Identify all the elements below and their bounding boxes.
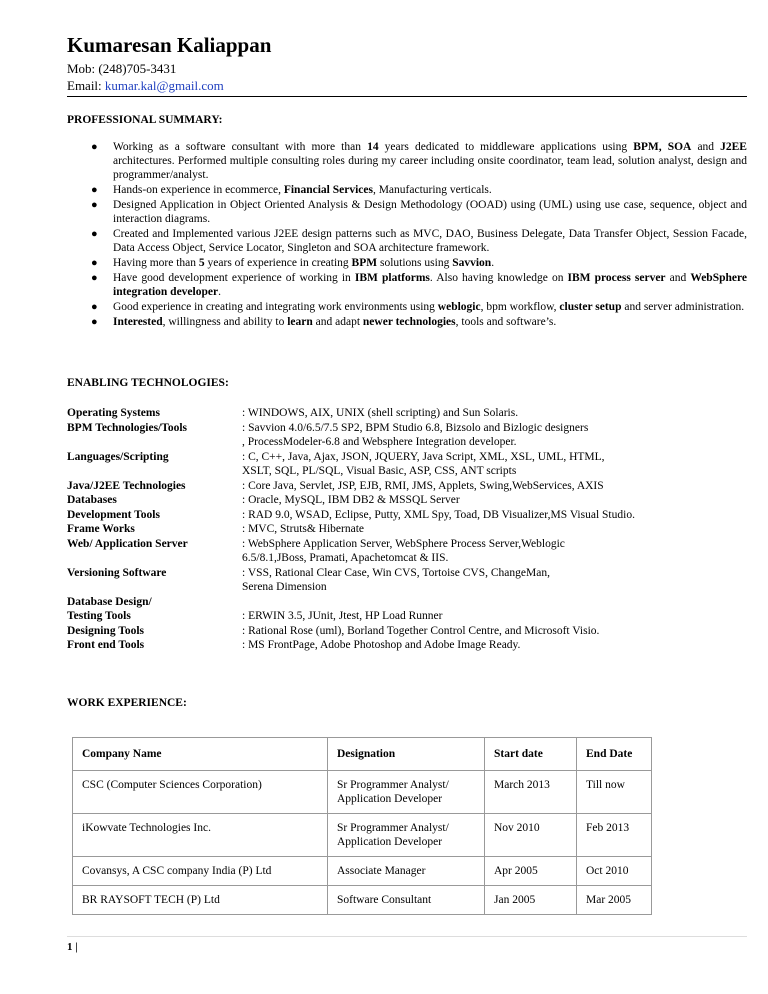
- bullet-icon: ●: [91, 316, 98, 328]
- summary-bullet: [67, 183, 747, 197]
- technology-label: Java/J2EE Technologies: [67, 479, 186, 492]
- bold-text: J2EE: [720, 141, 747, 153]
- bullet-text: years of experience in creating: [204, 257, 352, 269]
- technology-row: [67, 508, 747, 523]
- mobile-label: Mob:: [67, 61, 99, 76]
- bullet-text: and adapt: [312, 316, 363, 328]
- end-date-cell: Till now: [577, 771, 652, 814]
- summary-bullet: [67, 140, 747, 182]
- technology-value: : Oracle, MySQL, IBM DB2 & MSSQL Server: [242, 494, 460, 506]
- technology-label: Languages/Scripting: [67, 450, 169, 463]
- designation-cell: Sr Programmer Analyst/ Application Developer: [328, 771, 485, 814]
- email-line: [67, 78, 224, 94]
- start-date-cell: Apr 2005: [485, 857, 577, 886]
- bullet-icon: ●: [91, 228, 98, 240]
- bullet-text: Hands-on experience in ecommerce,: [113, 184, 284, 196]
- company-cell: iKowvate Technologies Inc.: [73, 814, 328, 857]
- work-experience-table: [72, 737, 652, 915]
- technology-row: [67, 406, 747, 421]
- bold-text: 5: [198, 257, 205, 269]
- bullet-text: and: [691, 141, 721, 153]
- technology-value: : RAD 9.0, WSAD, Eclipse, Putty, XML Spy, Toad, DB Visualizer,MS Visual Studio.: [242, 508, 635, 521]
- summary-bullet: [67, 256, 747, 270]
- start-date-cell: March 2013: [485, 771, 577, 814]
- technology-label: Front end Tools: [67, 639, 145, 651]
- bullet-text: . Also having knowledge on: [429, 272, 568, 284]
- bullet-text: , bpm workflow,: [480, 301, 560, 313]
- technology-value: : C, C++, Java, Ajax, JSON, JQUERY, Java Script, XML, XSL, UML, HTML, XSLT, SQL, PL/SQL, Visual Basic, ASP, CSS, ANT scripts: [242, 450, 605, 477]
- page-number: 1 |: [67, 941, 78, 953]
- company-cell: Covansys, A CSC company India (P) Ltd: [73, 857, 328, 886]
- table-row: [73, 814, 652, 857]
- company-cell: CSC (Computer Sciences Corporation): [73, 771, 328, 814]
- bold-text: IBM process server: [567, 272, 666, 284]
- bold-text: cluster setup: [559, 301, 622, 313]
- bullet-icon: ●: [91, 184, 98, 196]
- bullet-text: solutions using: [377, 257, 453, 269]
- bold-text: 14: [367, 141, 379, 153]
- technology-value: : VSS, Rational Clear Case, Win CVS, Tortoise CVS, ChangeMan, Serena Dimension: [242, 566, 550, 593]
- bullet-text: years dedicated to middleware applications using: [378, 141, 634, 153]
- bold-text: Financial Services: [283, 184, 373, 196]
- technologies-heading: ENABLING TECHNOLOGIES:: [67, 377, 229, 389]
- bullet-text: Have good development experience of working in: [113, 272, 355, 284]
- technology-row: [67, 537, 747, 566]
- bullet-text: .: [491, 257, 495, 269]
- table-header-row: [73, 738, 652, 771]
- technology-row: [67, 522, 747, 537]
- designation-cell: Sr Programmer Analyst/ Application Developer: [328, 814, 485, 857]
- column-header-designation: Designation: [328, 738, 485, 771]
- bold-text: BPM: [351, 257, 378, 269]
- summary-bullet: [67, 227, 747, 255]
- bullet-text: Designed Application in Object Oriented Analysis & Design Methodology (OOAD) using (UML) using use case, sequence, object and interaction diagrams.: [113, 199, 747, 225]
- bullet-icon: ●: [91, 199, 98, 211]
- designation-cell: Software Consultant: [328, 886, 485, 915]
- mobile-line: [67, 61, 176, 77]
- technology-row: [67, 624, 747, 639]
- bullet-text: .: [218, 286, 221, 298]
- technology-value: : Savvion 4.0/6.5/7.5 SP2, BPM Studio 6.8, Bizsolo and Bizlogic designers , ProcessModeler-6.8 and Websphere Integration developer.: [242, 421, 589, 448]
- start-date-cell: Nov 2010: [485, 814, 577, 857]
- bullet-text: , Manufacturing verticals.: [372, 184, 492, 196]
- technology-label: Operating Systems: [67, 407, 160, 419]
- technology-row: [67, 566, 747, 595]
- technology-row: [67, 450, 747, 479]
- technology-label: BPM Technologies/Tools: [67, 421, 188, 434]
- bold-text: weblogic: [437, 301, 481, 313]
- bullet-text: Working as a software consultant with more than: [113, 141, 368, 153]
- mobile-number: (248)705-3431: [98, 61, 177, 76]
- technology-value: : ERWIN 3.5, JUnit, Jtest, HP Load Runner: [242, 610, 443, 622]
- column-header-company: Company Name: [73, 738, 328, 771]
- summary-bullet: [67, 198, 747, 226]
- bullet-text: Created and Implemented various J2EE design patterns such as MVC, DAO, Business Delegate, Data Transfer Object, Session Facade, Data Access Object, Service Locator, Singleton and SOA architecture framework.: [113, 228, 747, 254]
- bullet-text: Good experience in creating and integrating work environments using: [113, 301, 438, 313]
- table-row: [73, 886, 652, 915]
- technology-value: : Core Java, Servlet, JSP, EJB, RMI, JMS, Applets, Swing,WebServices, AXIS: [242, 479, 604, 492]
- technology-label: Designing Tools: [67, 624, 145, 637]
- summary-bullet: [67, 300, 747, 314]
- bold-text: BPM, SOA: [633, 141, 692, 153]
- end-date-cell: Mar 2005: [577, 886, 652, 915]
- company-cell: BR RAYSOFT TECH (P) Ltd: [73, 886, 328, 915]
- end-date-cell: Feb 2013: [577, 814, 652, 857]
- bullet-text: Having more than: [113, 257, 199, 269]
- technology-label: Database Design/ Testing Tools: [67, 595, 152, 622]
- bullet-text: and server administration.: [621, 301, 745, 313]
- technology-label: Development Tools: [67, 508, 160, 521]
- bold-text: WebSphere integration developer: [113, 272, 747, 298]
- email-link[interactable]: kumar.kal@gmail.com: [104, 78, 224, 93]
- end-date-cell: Oct 2010: [577, 857, 652, 886]
- technology-label: Web/ Application Server: [67, 537, 188, 550]
- work-heading: WORK EXPERIENCE:: [67, 697, 187, 709]
- bullet-text: , willingness and ability to: [162, 316, 288, 328]
- technology-row: [67, 493, 747, 508]
- technology-value: : MS FrontPage, Adobe Photoshop and Adobe Image Ready.: [242, 639, 521, 651]
- technology-label: Versioning Software: [67, 566, 167, 579]
- summary-list: [67, 140, 747, 330]
- header-rule: [67, 96, 747, 97]
- bold-text: learn: [287, 316, 313, 328]
- bullet-icon: ●: [91, 257, 98, 269]
- technology-row: [67, 595, 747, 624]
- start-date-cell: Jan 2005: [485, 886, 577, 915]
- bullet-text: architectures. Performed multiple consulting roles during my career including onsite coordinator, team lead, solution analyst, design and programmer/analyst.: [113, 155, 747, 181]
- email-label: Email:: [67, 78, 105, 93]
- candidate-name: Kumaresan Kaliappan: [67, 33, 272, 57]
- summary-bullet: [67, 271, 747, 299]
- bold-text: Interested: [113, 316, 163, 328]
- technology-value: : Rational Rose (uml), Borland Together Control Centre, and Microsoft Visio.: [242, 624, 600, 637]
- column-header-start-date: Start date: [485, 738, 577, 771]
- column-header-end-date: End Date: [577, 738, 652, 771]
- technologies-list: [67, 406, 747, 653]
- technology-row: [67, 479, 747, 494]
- technology-label: Databases: [67, 494, 117, 506]
- table-row: [73, 771, 652, 814]
- bullet-text: , tools and software’s.: [455, 316, 557, 328]
- technology-row: [67, 638, 747, 653]
- summary-bullet: [67, 315, 747, 329]
- bold-text: Savvion: [452, 257, 492, 269]
- footer-rule: [67, 936, 747, 937]
- technology-label: Frame Works: [67, 523, 135, 535]
- table-row: [73, 857, 652, 886]
- technology-value: : WebSphere Application Server, WebSphere Process Server,Weblogic 6.5/8.1,JBoss, Pramati, Apachetomcat & IIS.: [242, 537, 565, 564]
- technology-row: [67, 421, 747, 450]
- bullet-text: and: [665, 272, 691, 284]
- technology-value: : MVC, Struts& Hibernate: [242, 523, 365, 535]
- bullet-icon: ●: [91, 272, 98, 284]
- technology-value: : WINDOWS, AIX, UNIX (shell scripting) and Sun Solaris.: [242, 407, 519, 419]
- bullet-icon: ●: [91, 141, 98, 153]
- bold-text: newer technologies: [362, 316, 456, 328]
- summary-heading: PROFESSIONAL SUMMARY:: [67, 114, 223, 126]
- designation-cell: Associate Manager: [328, 857, 485, 886]
- bullet-icon: ●: [91, 301, 98, 313]
- bold-text: IBM platforms: [354, 272, 430, 284]
